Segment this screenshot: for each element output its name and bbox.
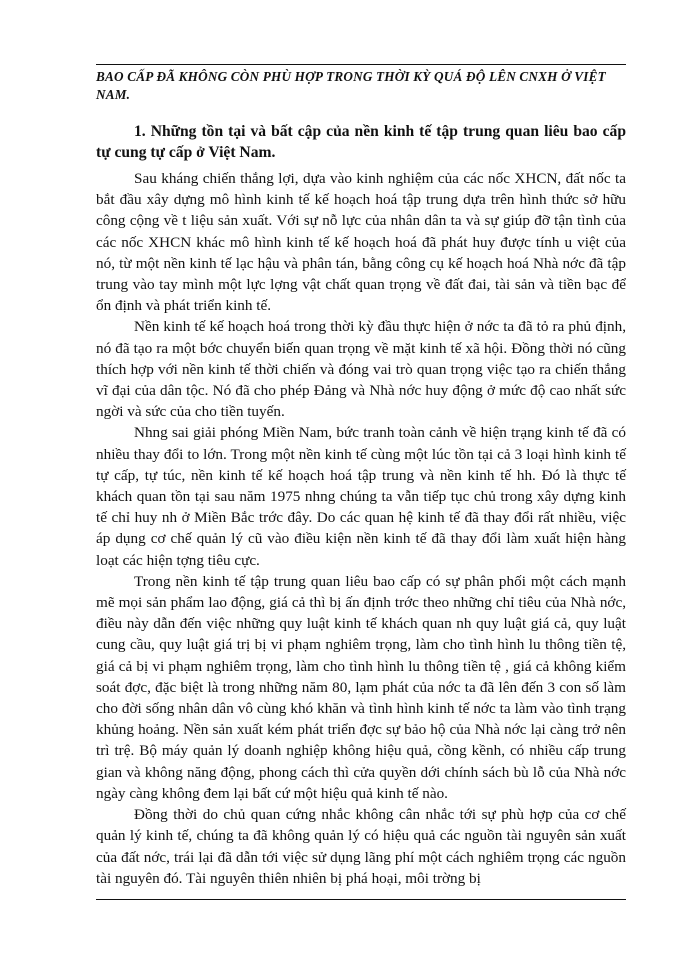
- document-header-title: BAO CẤP ĐÃ KHÔNG CÒN PHÙ HỢP TRONG THỜI KỲ QUÁ ĐỘ LÊN CNXH Ở VIỆT NAM.: [96, 69, 606, 102]
- paragraph: Nhng sai giải phóng Miền Nam, bức tranh toàn cảnh về hiện trạng kinh tế đã có nhiều thay đổi to lớn. Trong một nền kinh tế cùng một lúc tồn tại cả 3 loại hình kinh tế tự cấp, tự túc, nền kinh tế kế hoạch hoá tập trung và nền kinh tế hh. Đó là thực tế khách quan tồn tại sau năm 1975 nhng chúng ta vẫn tiếp tục chủ trong xây dựng kinh tế chỉ huy nh ở Miền Bắc trớc đây. Do các quan hệ kinh tế đã thay đổi rất nhiều, việc áp dụng cơ chế quản lý cũ vào điều kiện nền kinh tế đã thay đổi làm xuất hiện hàng loạt các hiện tợng tiêu cực.: [96, 424, 626, 569]
- section-heading: 1. Những tồn tại và bất cập của nền kinh tế tập trung quan liêu bao cấp tự cung tự cấp ở Việt Nam.: [96, 123, 626, 161]
- paragraph: Đồng thời do chủ quan cứng nhắc không cân nhắc tới sự phù hợp của cơ chế quản lý kinh tế, chúng ta đã không quản lý có hiệu quả các nguồn tài nguyên sản xuất của đất nớc, trái lại đã dẫn tới việc sử dụng lãng phí một cách nghiêm trọng các nguồn tài nguyên đó. Tài nguyên thiên nhiên bị phá hoại, môi trờng bị: [96, 806, 626, 887]
- paragraph: Trong nền kinh tế tập trung quan liêu bao cấp có sự phân phối một cách mạnh mẽ mọi sản phẩm lao động, giá cả thì bị ấn định trớc theo những chỉ tiêu của Nhà nớc, điều này dẫn đến việc những quy luật kinh tế khách quan nh quy luật giá cả, quy luật cung cầu, quy luật giá trị bị vi phạm nghiêm trọng, làm cho tình hình lu thông tiền tệ, giá cả bị vi phạm nghiêm trọng, làm cho tình hình lu thông tiền tệ , giá cả không kiểm soát đợc, đặc biệt là trong những năm 80, lạm phát của nớc ta đã lên đến 3 con số làm cho đời sống nhân dân vô cùng khó khăn và tình hình kinh tế nớc ta làm vào tình trạng khủng hoảng. Nền sản xuất kém phát triển đợc sự bảo hộ của Nhà nớc lại càng trở nên trì trệ. Bộ máy quản lý doanh nghiệp không hiệu quả, cồng kềnh, có nhiều cấp trung gian và không năng động, phong cách thì cửa quyền dới chính sách bù lỗ của Nhà nớc ngày càng không đem lại bất cứ một hiệu quả kinh tế nào.: [96, 572, 626, 802]
- body-text: [96, 168, 626, 889]
- paragraph: Nền kinh tế kế hoạch hoá trong thời kỳ đầu thực hiện ở nớc ta đã tỏ ra phủ định, nó đã tạo ra một bớc chuyển biến quan trọng về mặt kinh tế xã hội. Đồng thời nó cũng thích hợp với nền kinh tế thời chiến và đóng vai trò quan trọng việc tạo ra chiến thắng vĩ đại của dân tộc. Nó đã cho phép Đảng và Nhà nớc huy động ở mức độ cao nhất sức ngời và sức của cho tiền tuyến.: [96, 318, 626, 421]
- paragraph: Sau kháng chiến thắng lợi, dựa vào kinh nghiệm của các nốc XHCN, đất nốc ta bắt đầu xây dựng mô hình kinh tế kế hoạch hoá tập trung dựa trên hình thức sở hữu công cộng về t liệu sản xuất. Với sự nỗ lực của nhân dân ta và sự giúp đỡ tận tình của các nốc XHCN khác mô hình kinh tế kế hoạch hoá đã phát huy được tính u việt của nó, từ một nền kinh tế lạc hậu và phân tán, bằng công cụ kế hoạch hoá Nhà nớc đã tập trung vào tay mình một lực lợng vật chất quan trọng về đất đai, tài sản và tiền bạc để ổn định và phát triển kinh tế.: [96, 170, 626, 315]
- footer-divider: [96, 899, 626, 900]
- header-divider: [96, 64, 626, 65]
